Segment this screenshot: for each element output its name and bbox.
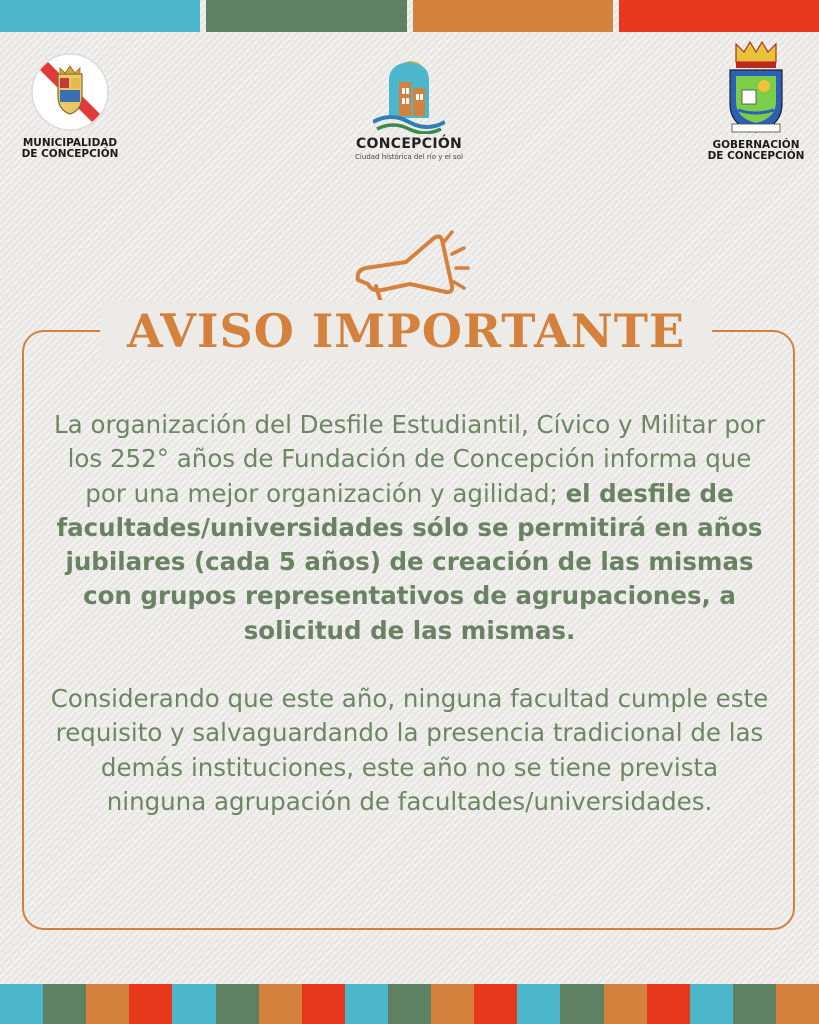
stripe-segment xyxy=(776,984,819,1024)
stripe-segment xyxy=(560,984,603,1024)
stripe-segment xyxy=(216,984,259,1024)
stripe-segment xyxy=(647,984,690,1024)
stripe-segment xyxy=(345,984,388,1024)
notice-paragraph-2: Considerando que este año, ninguna facultad cumple este requisito y salvaguardando la presencia tradicional de las demás instituciones, este año no se tiene prevista ninguna agrupación de facultades/universidades. xyxy=(50,684,769,816)
bottom-color-stripe xyxy=(0,984,819,1024)
stripe-segment xyxy=(0,984,43,1024)
page-title: AVISO IMPORTANTE xyxy=(126,304,686,358)
stripe-segment xyxy=(302,984,345,1024)
stripe-segment xyxy=(619,0,819,32)
stripe-segment xyxy=(604,984,647,1024)
stripe-segment xyxy=(172,984,215,1024)
stripe-segment xyxy=(690,984,733,1024)
stripe-segment xyxy=(206,0,406,32)
stripe-segment xyxy=(0,0,200,32)
notice-paragraph-1 xyxy=(48,408,771,648)
stripe-segment xyxy=(413,0,613,32)
municipalidad-label-line1: MUNICIPALIDAD xyxy=(22,137,118,149)
stripe-segment xyxy=(259,984,302,1024)
gobernacion-logo xyxy=(704,40,808,162)
gobernacion-label-line1: GOBERNACIÓN xyxy=(712,139,800,151)
paragraph-1-normal: La organización del Desfile Estudiantil, Cívico y Militar por los 252° años de Fundación de Concepción informa que por una mejor organización y agilidad; xyxy=(54,410,765,508)
municipalidad-label-line2: DE CONCEPCIÓN xyxy=(21,148,119,160)
top-color-stripe xyxy=(0,0,819,32)
city-name: CONCEPCIÓN xyxy=(355,136,463,152)
stripe-segment xyxy=(431,984,474,1024)
stripe-segment xyxy=(43,984,86,1024)
concepcion-city-logo xyxy=(345,58,473,161)
crest-icon xyxy=(726,40,786,138)
notice-body xyxy=(48,408,771,819)
city-logo-icon xyxy=(373,58,445,134)
gobernacion-label-line2: DE CONCEPCIÓN xyxy=(707,150,805,162)
stripe-segment xyxy=(474,984,517,1024)
stripe-segment xyxy=(86,984,129,1024)
stripe-segment xyxy=(129,984,172,1024)
stripe-segment xyxy=(517,984,560,1024)
municipalidad-logo xyxy=(18,52,122,160)
city-tagline: Ciudad histórica del río y el sol xyxy=(355,153,463,161)
paragraph-1-bold: el desfile de facultades/universidades sólo se permitirá en años jubilares (cada 5 años) de creación de las mismas con grupos representativos de agrupaciones, a solicitud de las mismas. xyxy=(56,478,763,645)
stripe-segment xyxy=(733,984,776,1024)
stripe-segment xyxy=(388,984,431,1024)
coat-of-arms-icon xyxy=(30,52,110,132)
